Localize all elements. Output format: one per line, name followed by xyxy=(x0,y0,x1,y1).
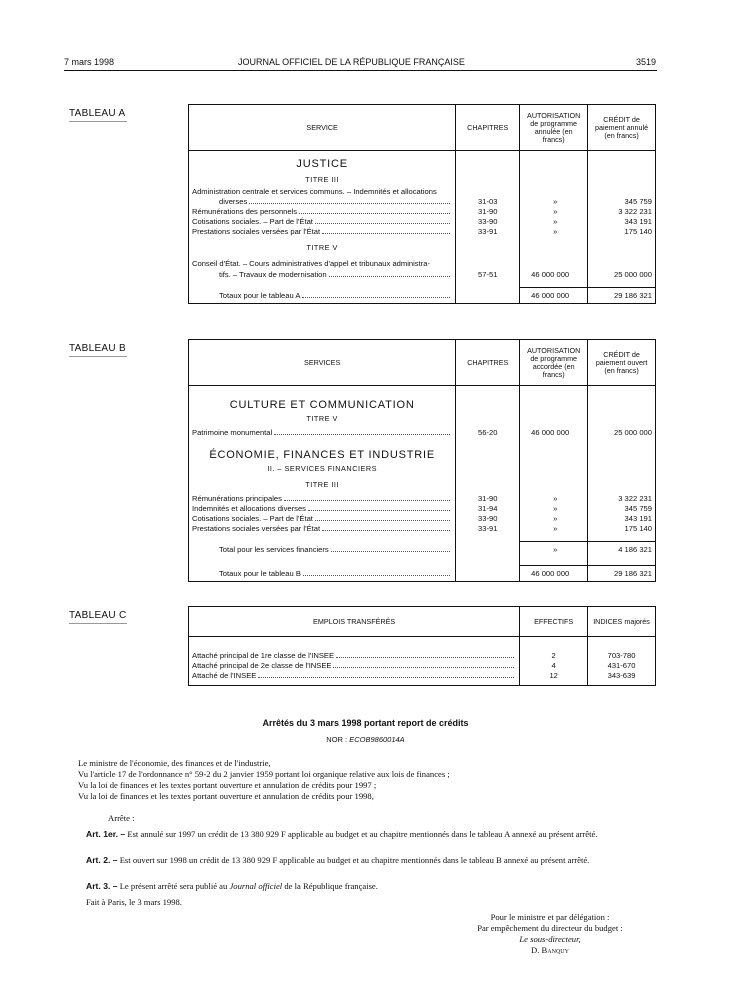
row-service: Prestations sociales versées par l'État xyxy=(192,524,321,533)
row-effectif: 2 xyxy=(520,651,588,661)
article-2 xyxy=(78,855,658,866)
article-3 xyxy=(78,881,658,892)
journal-title: JOURNAL OFFICIEL DE LA RÉPUBLIQUE FRANÇAISE xyxy=(238,57,465,67)
article-1 xyxy=(78,829,658,840)
table-row xyxy=(189,514,656,524)
row-chapitre: 33-91 xyxy=(456,227,520,237)
row-effectif: 12 xyxy=(520,671,588,681)
article-2-label: Art. 2. – xyxy=(86,855,118,865)
row-credit: 175 140 xyxy=(624,524,652,533)
preamble-vu-1: Vu l'article 17 de l'ordonnance n° 59-2 du 2 janvier 1959 portant loi organique relative aux lois de finances ; xyxy=(78,769,450,779)
subtotal-services-financiers xyxy=(189,542,656,558)
col-chapitres: CHAPITRES xyxy=(456,340,520,386)
preamble xyxy=(78,758,658,802)
row-chapitre: 31-03 xyxy=(456,197,520,207)
col-autorisation: AUTORISATION de programme annulée (en francs) xyxy=(520,105,588,151)
tableau-b-underline xyxy=(69,356,127,357)
subsection-services-financiers: II. – SERVICES FINANCIERS xyxy=(189,462,456,476)
row-chapitre: 56-20 xyxy=(456,426,520,440)
row-chapitre: 33-90 xyxy=(456,217,520,227)
row-indices: 703-780 xyxy=(607,651,636,660)
fait-a-paris: Fait à Paris, le 3 mars 1998. xyxy=(86,897,182,907)
row-indices: 431-670 xyxy=(607,661,636,670)
row-service-line2: tifs. – Travaux de modernisation xyxy=(219,270,327,279)
tableau-c-header xyxy=(189,607,656,637)
subtotal-autorisation: » xyxy=(520,542,588,558)
total-label: Totaux pour le tableau A xyxy=(219,290,301,300)
tableau-b xyxy=(188,339,656,582)
article-2-text: Est ouvert sur 1998 un crédit de 13 380 929 F applicable au budget et au chapitre mentionnés dans le tableau B annexé au présent arrêté. xyxy=(119,855,590,865)
row-credit: 3 322 231 xyxy=(618,494,652,503)
article-3-label: Art. 3. – xyxy=(86,881,118,891)
row-autorisation: » xyxy=(520,207,588,217)
table-row xyxy=(189,661,656,671)
row-service: Cotisations sociales. – Part de l'État xyxy=(192,514,313,523)
row-autorisation: » xyxy=(520,494,588,504)
col-credit: CRÉDIT de paiement ouvert (en francs) xyxy=(588,340,656,386)
section-justice: JUSTICE xyxy=(189,151,456,173)
row-chapitre: 31-90 xyxy=(456,494,520,504)
tableau-a-total xyxy=(189,288,656,304)
table-row xyxy=(189,426,656,440)
table-row xyxy=(189,504,656,514)
row-service: Prestations sociales versées par l'État xyxy=(192,227,321,236)
row-autorisation: 46 000 000 xyxy=(520,269,588,281)
row-autorisation: » xyxy=(520,227,588,237)
row-chapitre: 33-90 xyxy=(456,514,520,524)
tableau-a-underline xyxy=(69,121,127,122)
subtotal-credit: 4 186 321 xyxy=(588,542,656,558)
tableau-a xyxy=(188,104,656,304)
col-chapitres: CHAPITRES xyxy=(456,105,520,151)
total-autorisation: 46 000 000 xyxy=(520,288,588,304)
row-credit: 175 140 xyxy=(624,227,652,236)
header-rule xyxy=(64,70,657,71)
row-service: Indemnités et allocations diverses xyxy=(192,504,306,513)
row-autorisation: » xyxy=(520,514,588,524)
article-3-pre: Le présent arrêté sera publié au xyxy=(119,881,228,891)
page-number: 3519 xyxy=(636,57,657,67)
col-services: SERVICES xyxy=(189,340,456,386)
row-service-line2: diverses xyxy=(219,197,248,206)
row-emploi: Attaché de l'INSEE xyxy=(192,671,257,680)
tableau-a-label: TABLEAU A xyxy=(69,108,126,119)
table-row xyxy=(189,207,656,217)
table-row xyxy=(189,259,656,269)
subtotal-label: Total pour les services financiers xyxy=(219,545,329,554)
row-effectif: 4 xyxy=(520,661,588,671)
nor-label: NOR : xyxy=(326,735,348,744)
nor-line xyxy=(0,735,731,744)
total-autorisation: 46 000 000 xyxy=(520,566,588,582)
row-credit: 3 322 231 xyxy=(618,207,652,216)
table-row xyxy=(189,269,656,281)
arrete-title: Arrêtés du 3 mars 1998 portant report de crédits xyxy=(262,718,469,728)
preamble-minister: Le ministre de l'économie, des finances et de l'industrie, xyxy=(78,758,271,768)
article-3-post: de la République française. xyxy=(284,881,378,891)
preamble-vu-3: Vu la loi de finances et les textes portant ouverture et annulation de crédits pour 1998, xyxy=(78,791,374,801)
col-emplois: EMPLOIS TRANSFÉRÉS xyxy=(189,607,520,637)
section-economie: ÉCONOMIE, FINANCES ET INDUSTRIE xyxy=(189,440,456,462)
row-credit: 345 759 xyxy=(624,197,652,206)
nor-code: ECOB9860014A xyxy=(349,735,405,744)
tableau-b-header xyxy=(189,340,656,386)
arrete-word: Arrête : xyxy=(108,813,135,823)
titre-iii: TITRE III xyxy=(189,476,456,494)
preamble-vu-2: Vu la loi de finances et les textes portant ouverture et annulation de crédits pour 1997 ; xyxy=(78,780,377,790)
signature-name: D. Banquy xyxy=(531,945,569,955)
tableau-b-total xyxy=(189,566,656,582)
row-chapitre: 57-51 xyxy=(456,269,520,281)
col-autorisation: AUTORISATION de programme accordée (en francs) xyxy=(520,340,588,386)
signature-block xyxy=(440,912,660,956)
signature-line-2: Par empêchement du directeur du budget : xyxy=(477,923,623,933)
row-autorisation: 46 000 000 xyxy=(520,426,588,440)
row-credit: 345 759 xyxy=(624,504,652,513)
row-autorisation: » xyxy=(520,524,588,534)
table-row xyxy=(189,187,656,197)
row-service: Rémunérations des personnels xyxy=(192,207,298,216)
total-credit: 29 186 321 xyxy=(588,288,656,304)
row-chapitre: 31-94 xyxy=(456,504,520,514)
row-credit: 25 000 000 xyxy=(613,270,652,279)
row-chapitre: 31-90 xyxy=(456,207,520,217)
row-indices: 343-639 xyxy=(607,671,636,680)
signature-line-3: Le sous-directeur, xyxy=(519,934,581,944)
tableau-c xyxy=(188,606,656,686)
row-service: Cotisations sociales. – Part de l'État xyxy=(192,217,313,226)
tableau-c-underline xyxy=(69,623,127,624)
total-label: Totaux pour le tableau B xyxy=(219,568,301,578)
row-emploi: Attaché principal de 2e classe de l'INSEE xyxy=(192,661,332,670)
row-chapitre: 33-91 xyxy=(456,524,520,534)
row-autorisation: » xyxy=(520,504,588,514)
titre-v: TITRE V xyxy=(189,412,456,426)
row-credit: 343 191 xyxy=(624,514,652,523)
signature-line-1: Pour le ministre et par délégation : xyxy=(490,912,610,922)
titre-iii: TITRE III xyxy=(189,173,456,187)
row-service-line1: Conseil d'État. – Cours administratives d'appel et tribunaux administra- xyxy=(189,259,456,269)
row-emploi: Attaché principal de 1re classe de l'INSEE xyxy=(192,651,335,660)
tableau-a-header xyxy=(189,105,656,151)
article-1-label: Art. 1er. – xyxy=(86,829,126,839)
titre-v: TITRE V xyxy=(189,237,456,259)
page-date: 7 mars 1998 xyxy=(64,57,115,67)
article-1-text: Est annulé sur 1997 un crédit de 13 380 929 F applicable au budget et au chapitre mentionnés dans le tableau A annexé au présent arrêté. xyxy=(127,829,598,839)
article-3-italic: Journal officiel xyxy=(229,881,283,891)
col-effectifs: EFFECTIFS xyxy=(520,607,588,637)
total-credit: 29 186 321 xyxy=(588,566,656,582)
table-row xyxy=(189,197,656,207)
section-culture: CULTURE ET COMMUNICATION xyxy=(189,386,456,412)
table-row xyxy=(189,651,656,661)
table-row xyxy=(189,524,656,534)
row-service: Patrimoine monumental xyxy=(192,428,273,437)
row-service-line1: Administration centrale et services communs. – Indemnités et allocations xyxy=(189,187,456,197)
col-credit: CRÉDIT de paiement annulé (en francs) xyxy=(588,105,656,151)
tableau-b-label: TABLEAU B xyxy=(69,343,126,354)
col-service: SERVICE xyxy=(189,105,456,151)
row-autorisation: » xyxy=(520,217,588,227)
row-credit: 343 191 xyxy=(624,217,652,226)
row-service: Rémunérations principales xyxy=(192,494,282,503)
row-credit: 25 000 000 xyxy=(613,428,652,437)
col-indices: INDICES majorés xyxy=(588,607,656,637)
tableau-c-label: TABLEAU C xyxy=(69,610,127,621)
table-row xyxy=(189,494,656,504)
table-row xyxy=(189,227,656,237)
row-autorisation: » xyxy=(520,197,588,207)
table-row xyxy=(189,671,656,681)
table-row xyxy=(189,217,656,227)
